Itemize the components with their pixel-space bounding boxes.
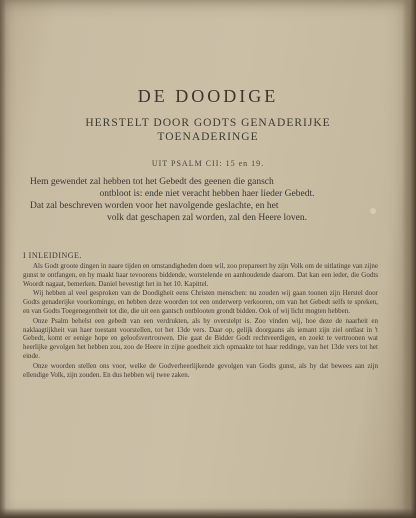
quote-line: Dat zal beschreven worden voor het navolgende geslachte, en het xyxy=(30,201,279,211)
page-left-edge xyxy=(0,0,6,518)
body-paragraph: Onze woorden stellen ons voor, welke de Godverheerlijkende gevolgen van Godts gunst, als hy dat bewees aan zijn ellendige Volk, zijn zouden. En dus hebben wij twee zaken. xyxy=(23,361,378,379)
body-paragraph: Wij hebben al veel gesproken van de Doodigheit eens Christen menschen: nu zouden wij gaan toonen zijn Herstel door Godts genaderijke voorkominge, en hebben deze woorden tot een onderwerp verkooren, om van het Gebedt selfs te spreken, en van Godts Toegenegentheit tot die, die uit een gantsch ontblooten grondt bidden. Ook of wij licht mogten hebben. xyxy=(23,289,378,315)
body-paragraph: Als Godt groote dingen in naare tijden en omstandigheden doen wil, zoo prepareert hy zijn Volk om de uitlatinge van zijne gunst te ontfangen, en hy maakt haar tevoorens biddende, worstelende en aanhoudende daarom. Dat kan een ieder, die Godts Woordt nagaat, bemerken. Daniel bevestigt het in het 10. Kapittel. xyxy=(23,262,378,288)
paper-stain xyxy=(370,208,376,214)
body-paragraph: Onze Psalm behelst een gebedt van een verdrukten, als hy overstelpt is. Zoo vinden wij, hoe deze de naarheit en naklaagtijkheit van haer toestant voorstellen, tot het 13de vers. Daar op, gelijk doorgaans als iemant zijn ziel ontlast in 't Gebedt, komt er eenige hope en geloofsvertrouwen. Die gaat de Bidder Godt rechtveerdigen, en zoekt te vertroonen wat heerlijke gevolgen het hebben zou, zoo de Heere in zijne goedheit zich opmaakte tot haar reddinge, van het 13de vers tot het einde. xyxy=(23,316,378,360)
quote-line: Hem gewendet zal hebben tot het Gebedt des geenen die gansch xyxy=(30,177,274,187)
scripture-reference: UIT PSALM CII: 15 en 19. xyxy=(151,159,265,168)
body-text xyxy=(23,262,378,380)
page-bottom-edge xyxy=(0,508,416,518)
quote-line: volk dat geschapen zal worden, zal den Heere loven. xyxy=(107,213,307,223)
chapter-subtitle xyxy=(0,116,416,144)
section-heading: I INLEIDINGE. xyxy=(23,251,82,260)
scripture-quote xyxy=(30,176,384,224)
subtitle-line-1: HERSTELT DOOR GODTS GENADERIJKE xyxy=(85,117,331,129)
quote-line: ontbloot is: ende niet veracht hebben haer lieder Gebedt. xyxy=(99,189,315,199)
chapter-title: DE DOODIGE xyxy=(137,86,279,106)
page-right-edge xyxy=(402,0,416,518)
subtitle-line-2: TOENADERINGE xyxy=(157,131,259,143)
